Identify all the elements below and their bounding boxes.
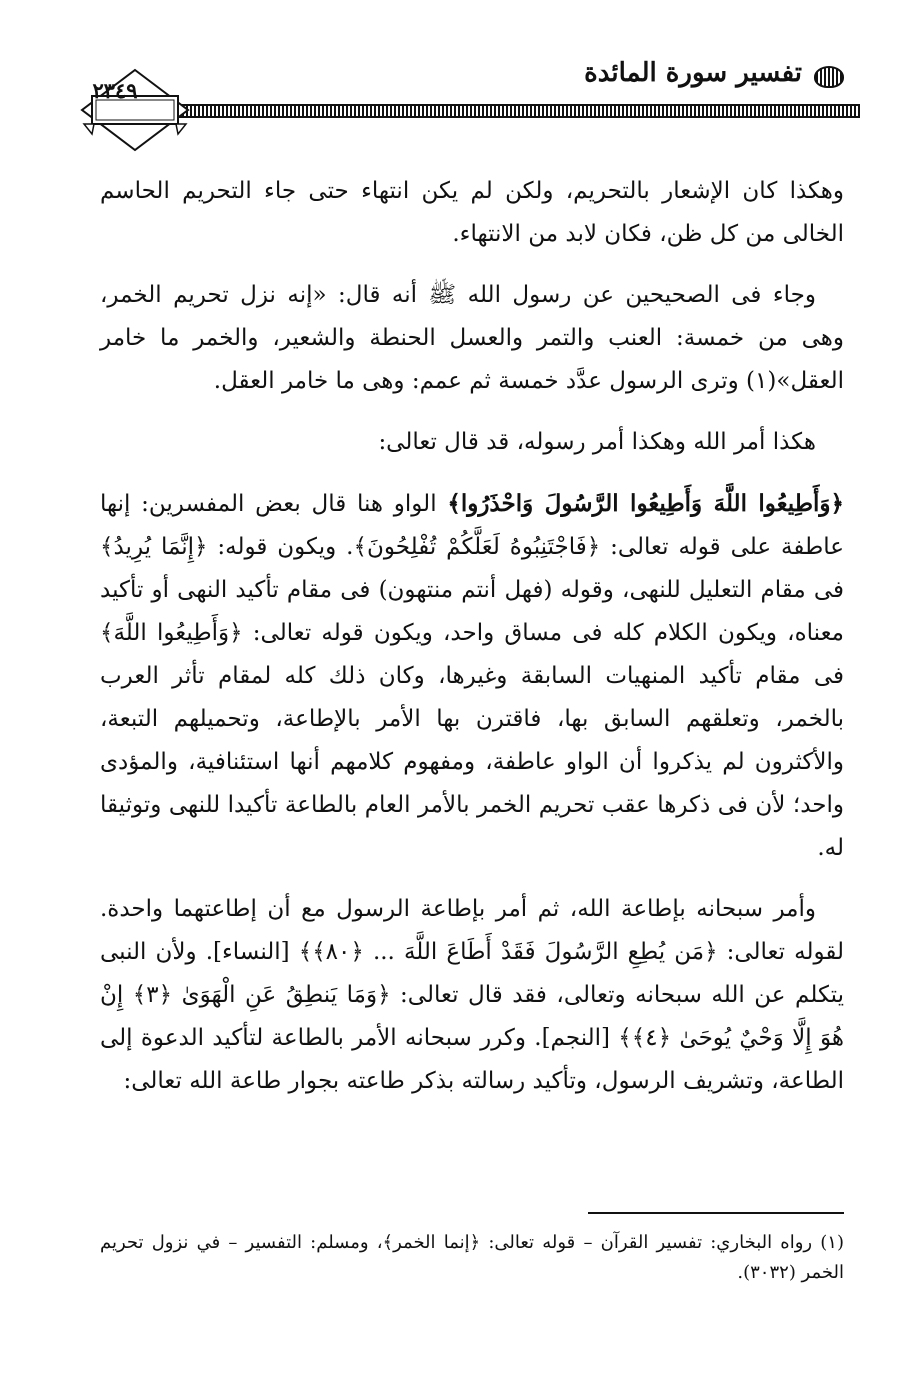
paragraph-4-text: الواو هنا قال بعض المفسرين: إنها عاطفة على قوله تعالى: ﴿فَاجْتَنِبُوهُ لَعَلَّكُمْ تُفْلِحُونَ﴾. ويكون قوله: ﴿إِنَّمَا يُرِيدُ﴾ فى مقام التعليل للنهى، وقوله (فهل أنتم منتهون) فى مقام تأكيد النهى أو تأكيد معناه، ويكون الكلام كله فى مساق واحد، ويكون قوله تعالى: ﴿وَأَطِيعُوا اللَّهَ﴾ فى مقام تأكيد المنهيات السابقة وغيرها، وكان ذلك كله لمقام تأثر العرب بالخمر، وتعلقهم السابق بها، فاقترن بها الأمر بالإطاعة، وتحميلهم التبعة، والأكثرون لم يذكروا أن الواو عاطفة، ومفهوم كلامهم أنها استئنافية، والمؤدى واحد؛ لأن فى ذكرها عقب تحريم الخمر بالأمر العام بالطاعة تأكيدا للنهى وتوثيقا له. bbox=[100, 491, 844, 861]
header-ornament-icon bbox=[814, 66, 844, 88]
running-title: تفسير سورة المائدة bbox=[584, 58, 802, 88]
page-number: ٢٣٤٩ bbox=[92, 78, 138, 103]
quran-verse: ﴿وَأَطِيعُوا اللَّهَ وَأَطِيعُوا الرَّسُولَ وَاحْذَرُوا﴾ bbox=[447, 490, 844, 517]
main-text bbox=[100, 170, 844, 1121]
page-header bbox=[60, 52, 860, 152]
paragraph-2: وجاء فى الصحيحين عن رسول الله ﷺ أنه قال: «إنه نزل تحريم الخمر، وهى من خمسة: العنب والتمر والعسل الحنطة والشعير، والخمر ما خامر العقل»(١) وترى الرسول عدَّد خمسة ثم عمم: وهى ما خامر العقل. bbox=[100, 282, 844, 394]
paragraph-1: وهكذا كان الإشعار بالتحريم، ولكن لم يكن انتهاء حتى جاء التحريم الحاسم الخالى من كل ظن، فكان لابد من الانتهاء. bbox=[100, 178, 844, 247]
paragraph-5: وأمر سبحانه بإطاعة الله، ثم أمر بإطاعة الرسول مع أن إطاعتهما واحدة. لقوله تعالى: ﴿مَن يُطِعِ الرَّسُولَ فَقَدْ أَطَاعَ اللَّهَ ... ﴿٨٠﴾﴾ [النساء]. ولأن النبى يتكلم عن الله سبحانه وتعالى، فقد قال تعالى: ﴿وَمَا يَنطِقُ عَنِ الْهَوَىٰ ﴿٣﴾ إِنْ هُوَ إِلَّا وَحْيٌ يُوحَىٰ ﴿٤﴾﴾ [النجم]. وكرر سبحانه الأمر بالطاعة لتأكيد الدعوة إلى الطاعة، وتشريف الرسول، وتأكيد رسالته بذكر طاعته بجوار طاعة الله تعالى: bbox=[100, 896, 844, 1094]
footnote: (١) رواه البخاري: تفسير القرآن – قوله تعالى: ﴿إنما الخمر﴾، ومسلم: التفسير – في نزول تحريم الخمر (٣٠٣٢). bbox=[100, 1232, 844, 1283]
paragraph-3: هكذا أمر الله وهكذا أمر رسوله، قد قال تعالى: bbox=[378, 429, 816, 455]
header-rule bbox=[170, 104, 860, 118]
paragraph-4 bbox=[100, 482, 844, 870]
footnote-divider bbox=[588, 1212, 844, 1214]
